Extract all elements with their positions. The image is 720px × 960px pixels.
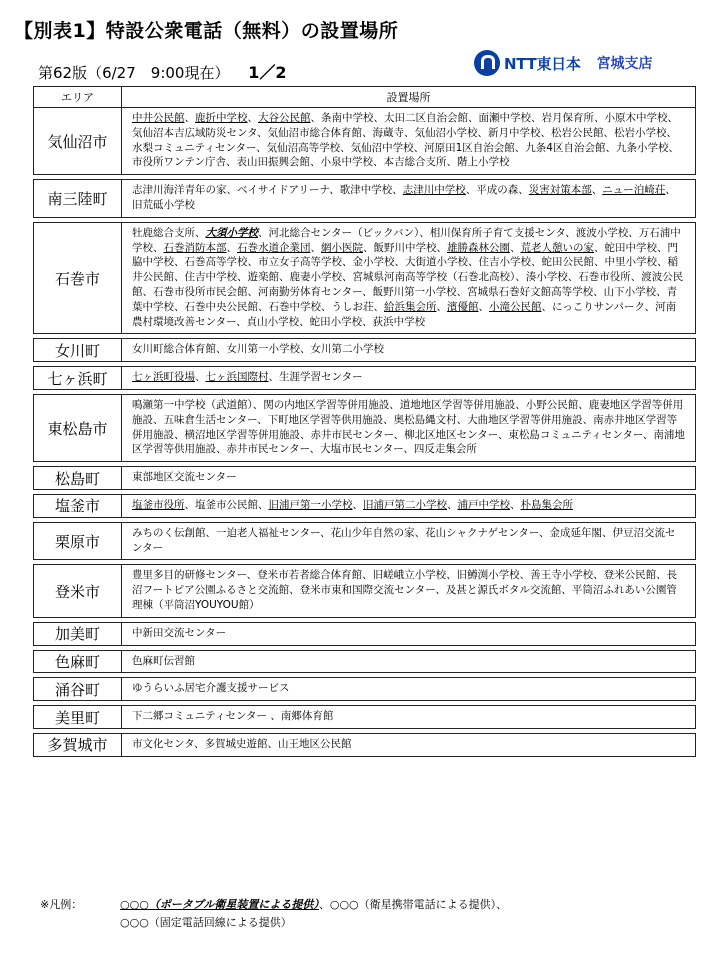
table-row — [34, 222, 696, 334]
table-row — [34, 650, 696, 673]
place-name: 中井公民館 — [132, 112, 185, 124]
legend-satellite-phone: ○○○（衛星携帯電話による提供） — [329, 898, 497, 911]
place-text: 、 — [352, 498, 363, 511]
place-text: 、飯野川中学校、 — [363, 241, 447, 254]
place-text: 、 — [310, 241, 321, 254]
legend-separator: 、 — [318, 898, 330, 911]
brand-name: NTT東日本 — [504, 54, 581, 73]
table-row — [34, 467, 696, 490]
place-text: 、 — [184, 112, 195, 124]
ntt-logo-icon — [474, 50, 500, 76]
place-text: 豊里多目的研修センター、登米市若者総合体育館、旧嵯峨立小学校、旧鱒渕小学校、善王寺小学校、登米公民館、長沼フートピア公園ふるさと交流館、登米市東和国際交流センター、及甚と源氏ボタル交流館、平筒沼ふれあい公園管理棟（平筒沼YOUYOU館） — [132, 569, 678, 611]
places-cell — [122, 180, 696, 218]
place-text: 、 — [510, 241, 521, 254]
place-name: 石巻水道企業団 — [237, 241, 311, 254]
place-text: 、河北総合センター（ビックバン）、相川保育所子育て支援センタ、渡波小学校、万石浦中学校、 — [132, 226, 681, 254]
place-text: 、塩釜市公民館、 — [184, 498, 269, 511]
place-name: 大谷公民館 — [258, 112, 311, 124]
place-name: 朴島集会所 — [520, 498, 573, 511]
ntt-logo — [474, 50, 653, 76]
places-cell — [122, 367, 696, 390]
area-cell: 南三陸町 — [34, 180, 122, 218]
area-cell: 登米市 — [34, 565, 122, 617]
version-info — [38, 60, 287, 83]
legend — [40, 896, 507, 932]
place-text: 、 — [447, 498, 458, 511]
table-row — [34, 678, 696, 701]
area-cell: 美里町 — [34, 706, 122, 729]
table-row — [34, 522, 696, 560]
places-cell — [122, 733, 696, 756]
place-text: みちのく伝創館、一迫老人福祉センター、花山少年自然の家、花山シャクナゲセンター、金成延年閣、伊豆沼交流センター — [132, 526, 676, 554]
area-cell: 加美町 — [34, 622, 122, 645]
place-name: 小滝公民館 — [489, 300, 542, 313]
place-text: 色麻町伝習館 — [132, 654, 195, 667]
installation-table — [33, 86, 696, 757]
place-name: 塩釜市役所 — [132, 498, 185, 511]
table-row — [34, 565, 696, 617]
place-text: 中新田交流センター — [132, 626, 227, 639]
place-name: ニュー泊崎荘 — [602, 184, 666, 197]
table-row — [34, 367, 696, 390]
places-cell — [122, 622, 696, 645]
place-name: 雄勝森林公園 — [447, 241, 510, 254]
place-name: 七ヶ浜国際村 — [205, 371, 269, 384]
area-cell: 気仙沼市 — [34, 108, 122, 175]
place-text: 、 — [247, 112, 258, 124]
place-text: 、条南中学校、太田二区自治会館、面瀬中学校、岩月保育所、小原木中学校、気仙沼本吉広域防災センタ、気仙沼市総合体育館、海蔵寺、気仙沼小学校、新月中学校、松岩公民館、松岩小学校、水梨コミュニティセンター、気仙沼高等学校、気仙沼中学校、河原田1区自治会館、九条4区自治会館、九条小学校、市役所ワンテン庁舎、表山田振興会館、小泉中学校、本吉総合支所、階上小学校 — [132, 112, 679, 169]
area-cell: 栗原市 — [34, 522, 122, 560]
legend-portable-satellite: ○○○（ポータブル衛星装置による提供） — [120, 898, 319, 911]
place-name: 浦戸中学校 — [457, 498, 510, 511]
place-name: 旧浦戸第二小学校 — [363, 498, 447, 511]
place-text: 、 — [436, 300, 447, 313]
version-text: 第62版（6/27 9:00現在） — [38, 64, 230, 82]
legend-fixed-line: ○○○（固定電話回線による提供） — [120, 916, 292, 929]
branch-name: 宮城支店 — [596, 56, 653, 72]
places-cell — [122, 222, 696, 334]
place-name: 志津川中学校 — [402, 184, 466, 197]
places-cell — [122, 706, 696, 729]
place-text: 、にっこりサンパーク、河南農村環境改善センター、貞山小学校、蛇田小学校、荻浜中学校 — [132, 300, 677, 328]
col-header-places: 設置場所 — [122, 87, 696, 108]
place-text: 市文化センタ、多賀城史遊館、山王地区公民館 — [132, 737, 352, 750]
area-cell: 色麻町 — [34, 650, 122, 673]
place-text: 、 — [226, 241, 237, 254]
place-name: 旧浦戸第一小学校 — [268, 498, 353, 511]
table-row — [34, 108, 696, 175]
places-cell — [122, 565, 696, 617]
area-cell: 多賀城市 — [34, 733, 122, 756]
area-cell: 松島町 — [34, 467, 122, 490]
area-cell: 涌谷町 — [34, 678, 122, 701]
place-name: 給浜集会所 — [384, 300, 437, 313]
place-text: 、 — [478, 300, 489, 313]
place-name: 荒老人憩いの家 — [520, 241, 594, 254]
table-body — [34, 108, 696, 757]
place-text: 、旧荒砥小学校 — [132, 184, 676, 211]
place-text: 、 — [591, 184, 603, 197]
area-cell: 七ヶ浜町 — [34, 367, 122, 390]
place-text: 、生涯学習センター — [268, 371, 363, 384]
table-row — [34, 622, 696, 645]
places-cell — [122, 108, 696, 175]
place-text: 鳴瀬第一中学校（武道館）、関の内地区学習等併用施設、道地地区学習等併用施設、小野公民館、鹿妻地区学習等併用施設、五味倉生活センター、下町地区学習等供用施設、奥松島縄文村、大曲地区学習等併用施設、南赤井地区学習等併用施設、横沼地区学習等併用施設、赤井市民センター、柳北区地区センター、東松島コミュニティセンター、南浦地区学習等供用施設、赤井市民センター、大塩市民センター、四反走集会所 — [132, 398, 685, 456]
place-text: 東部地区交流センター — [132, 471, 237, 484]
area-cell: 塩釜市 — [34, 494, 122, 517]
place-text: 女川町総合体育館、女川第一小学校、女川第二小学校 — [132, 343, 384, 356]
place-text: 、 — [195, 371, 206, 384]
table-row — [34, 733, 696, 756]
places-cell — [122, 678, 696, 701]
table-row — [34, 394, 696, 461]
place-name: 網小医院 — [321, 241, 363, 254]
place-text: ゆうらいふ居宅介護支援サービス — [132, 682, 290, 695]
legend-label: ※凡例： — [40, 898, 83, 911]
place-text: 、蛇田中学校、門脇中学校、石巻高等学校、市立女子高等学校、金小学校、大街道小学校、住吉小学校、蛇田公民館、中里小学校、稲井公民館、住吉中学校、遊楽館、鹿妻小学校、宮城県河南高等学校（石巻北高校）、湊小学校、石巻市役所、渡波公民館、石巻市役所市民会館、河南勤労体育センター、飯野川第一小学校、宮城県石巻好文館高等学校、山下小学校、青葉中学校、石巻中央公民館、石巻中学校、うしお荘、 — [132, 241, 684, 313]
places-cell — [122, 339, 696, 362]
legend-separator: 、 — [496, 898, 508, 911]
table-row — [34, 339, 696, 362]
page-title: 【別表1】特設公衆電話（無料）の設置場所 — [14, 20, 399, 42]
place-text: 、 — [510, 498, 521, 511]
place-name: 濱優館 — [447, 300, 479, 313]
places-cell — [122, 494, 696, 517]
place-text: 、平成の森、 — [465, 184, 529, 197]
place-text: 下二郷コミュニティセンター 、南郷体育館 — [132, 710, 334, 723]
table-row — [34, 706, 696, 729]
place-name: 七ヶ浜町役場 — [132, 371, 195, 384]
col-header-area: エリア — [34, 87, 122, 108]
place-name: 大須小学校 — [205, 226, 258, 239]
area-cell: 石巻市 — [34, 222, 122, 334]
area-cell: 東松島市 — [34, 394, 122, 461]
table-row — [34, 494, 696, 517]
page-number: 1／2 — [248, 63, 287, 82]
place-text: 志津川海洋青年の家、ベイサイドアリーナ、歌津中学校、 — [132, 184, 403, 197]
place-name: 鹿折中学校 — [195, 112, 248, 124]
places-cell — [122, 467, 696, 490]
place-text: 牡鹿総合支所、 — [132, 226, 206, 239]
area-cell: 女川町 — [34, 339, 122, 362]
place-name: 石巻消防本部 — [163, 241, 227, 254]
places-cell — [122, 394, 696, 461]
places-cell — [122, 650, 696, 673]
places-cell — [122, 522, 696, 560]
table-row — [34, 180, 696, 218]
place-name: 災害対策本部 — [528, 184, 592, 197]
